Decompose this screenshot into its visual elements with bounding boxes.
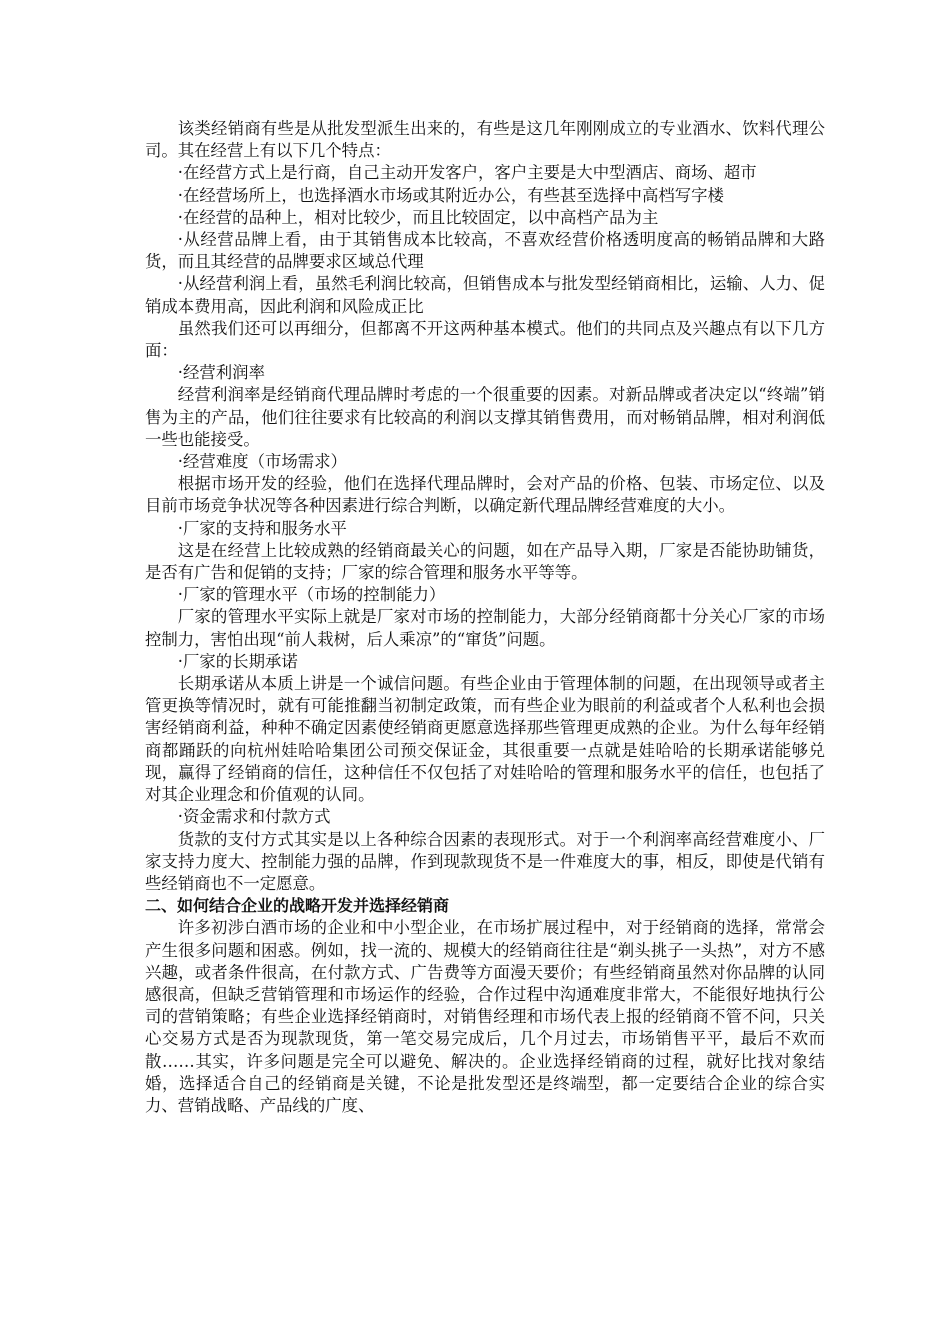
support-paragraph: 这是在经营上比较成熟的经销商最关心的问题，如在产品导入期，厂家是否能协助铺货，是否有广告和促销的支持；厂家的综合管理和服务水平等等。 xyxy=(145,540,825,583)
feature-item-operation-mode: ·在经营方式上是行商，自己主动开发客户，客户主要是大中型酒店、商场、超市 xyxy=(177,163,757,183)
commitment-paragraph: 长期承诺从本质上讲是一个诚信问题。有些企业由于管理体制的问题，在出现领导或者主管更换等情况时，就有可能推翻当初制定政策，而有些企业为眼前的利益或者个人私利也会损害经销商利益，种种不确定因素使经销商更愿意选择那些管理更成熟的企业。为什么每年经销商都踊跃的向杭州娃哈哈集团公司预交保证金，其很重要一点就是娃哈哈的长期承诺能够兑现，赢得了经销商的信任，这种信任不仅包括了对娃哈哈的管理和服务水平的信任，也包括了对其企业理念和价值观的认同。 xyxy=(145,674,825,805)
section-paragraph: 许多初涉白酒市场的企业和中小型企业，在市场扩展过程中，对于经销商的选择，常常会产生很多问题和困惑。例如，找一流的、规模大的经销商往往是“剃头挑子一头热”，对方不感兴趣，或者条件很高，在付款方式、广告费等方面漫天要价；有些经销商虽然对你品牌的认同感很高，但缺乏营销管理和市场运作的经验，合作过程中沟通难度非常大，不能很好地执行公司的营销策略；有些企业选择经销商时，对销售经理和市场代表上报的经销商不管不问，只关心交易方式是否为现款现货，第一笔交易完成后，几个月过去，市场销售平平，最后不欢而散……其实，许多问题是完全可以避免、解决的。企业选择经销商的过程，就好比找对象结婚，选择适合自己的经销商是关键，不论是批发型还是终端型，都一定要结合企业的综合实力、营销战略、产品线的广度、 xyxy=(145,918,825,1115)
payment-paragraph: 货款的支付方式其实是以上各种综合因素的表现形式。对于一个利润率高经营难度小、厂家支持力度大、控制能力强的品牌，作到现款现货不是一件难度大的事，相反，即使是代销有些经销商也不一定愿意。 xyxy=(145,829,825,893)
subheading-management: ·厂家的管理水平（市场的控制能力） xyxy=(177,585,446,605)
section-heading: 二、如何结合企业的战略开发并选择经销商 xyxy=(145,896,450,916)
management-paragraph: 厂家的管理水平实际上就是厂家对市场的控制能力，大部分经销商都十分关心厂家的市场控制力，害怕出现“前人栽树，后人乘凉”的“窜货”问题。 xyxy=(145,607,825,649)
common-points-paragraph: 虽然我们还可以再细分，但都离不开这两种基本模式。他们的共同点及兴趣点有以下几方面： xyxy=(145,318,825,361)
feature-item-brands: ·从经营品牌上看，由于其销售成本比较高，不喜欢经营价格透明度高的畅销品牌和大路货，而且其经营的品牌要求区域总代理 xyxy=(145,230,825,272)
document-page xyxy=(145,118,825,1117)
feature-item-venue: ·在经营场所上，也选择酒水市场或其附近办公，有些甚至选择中高档写字楼 xyxy=(177,185,724,205)
feature-item-varieties: ·在经营的品种上，相对比较少，而且比较固定，以中高档产品为主 xyxy=(177,207,659,227)
difficulty-paragraph: 根据市场开发的经验，他们在选择代理品牌时，会对产品的价格、包装、市场定位、以及目前市场竞争状况等各种因素进行综合判断，以确定新代理品牌经营难度的大小。 xyxy=(145,474,825,516)
intro-paragraph: 该类经销商有些是从批发型派生出来的，有些是这几年刚刚成立的专业酒水、饮料代理公司。其在经营上有以下几个特点： xyxy=(145,119,825,161)
subheading-profit-rate: ·经营利润率 xyxy=(177,363,265,383)
feature-item-profit: ·从经营利润上看，虽然毛利润比较高，但销售成本与批发型经销商相比，运输、人力、促销成本费用高，因此利润和风险成正比 xyxy=(145,274,825,316)
subheading-support: ·厂家的支持和服务水平 xyxy=(177,518,347,538)
subheading-commitment: ·厂家的长期承诺 xyxy=(177,651,298,671)
profit-rate-paragraph: 经营利润率是经销商代理品牌时考虑的一个很重要的因素。对新品牌或者决定以“终端”销售为主的产品，他们往往要求有比较高的利润以支撑其销售费用，而对畅销品牌，相对利润低一些也能接受。 xyxy=(145,385,825,449)
subheading-difficulty: ·经营难度（市场需求） xyxy=(177,452,347,472)
subheading-payment: ·资金需求和付款方式 xyxy=(177,807,331,827)
